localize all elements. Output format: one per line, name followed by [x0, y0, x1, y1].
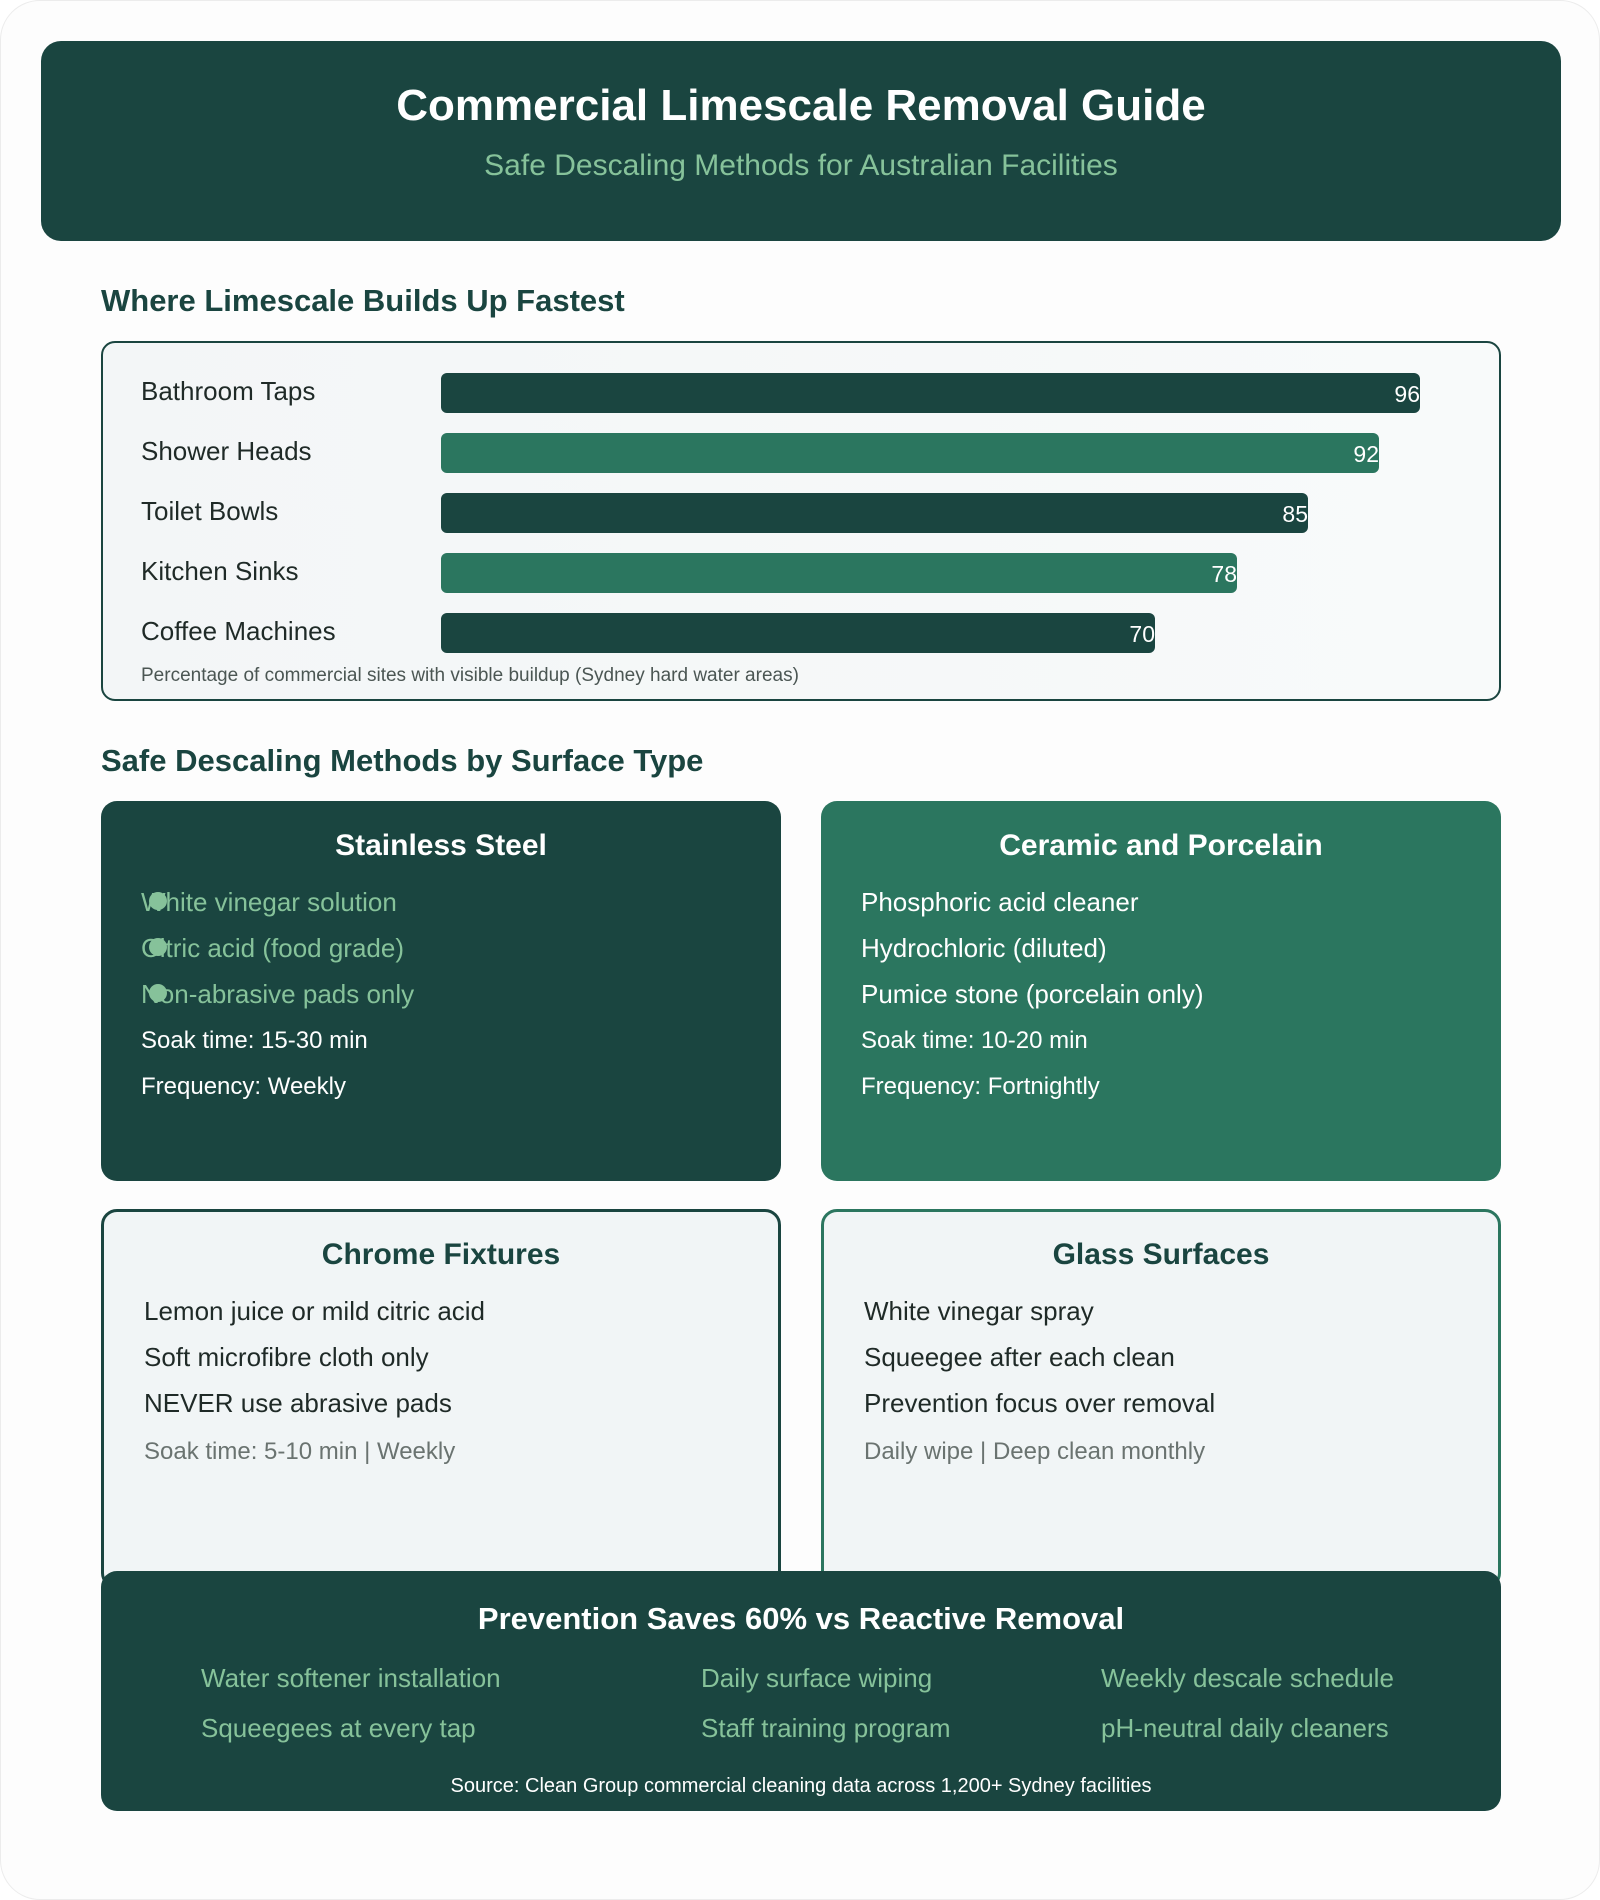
prevention-item: Daily surface wiping: [701, 1663, 933, 1693]
prevention-item: Squeegees at every tap: [201, 1713, 476, 1743]
card-footer: Daily wipe | Deep clean monthly: [864, 1438, 1206, 1465]
stainless-steel-card: [101, 801, 781, 1181]
bar-value-label: 70: [1129, 621, 1155, 647]
card-item: Non-abrasive pads only: [141, 979, 415, 1009]
prevention-item: Weekly descale schedule: [1101, 1663, 1394, 1693]
ceramic-porcelain-card: [821, 801, 1501, 1181]
card-item: Pumice stone (porcelain only): [861, 979, 1204, 1009]
frequency: Frequency: Weekly: [141, 1073, 346, 1100]
prevention-banner: [101, 1571, 1501, 1811]
bar-value-label: 92: [1353, 441, 1379, 467]
bar: [441, 553, 1237, 593]
bar-row: [103, 433, 1503, 473]
page-subtitle: Safe Descaling Methods for Australian Facilities: [484, 149, 1118, 182]
bar-track: [441, 613, 1461, 653]
card-item: Squeegee after each clean: [864, 1342, 1175, 1372]
card-item: Prevention focus over removal: [864, 1388, 1216, 1418]
bar-category-label: Toilet Bowls: [141, 496, 279, 526]
bar-track: [441, 493, 1461, 533]
frequency: Frequency: Fortnightly: [861, 1073, 1100, 1100]
bar-value-label: 96: [1394, 381, 1420, 407]
chrome-fixtures-card: [101, 1209, 781, 1589]
soak-time: Soak time: 10-20 min: [861, 1027, 1088, 1054]
glass-surfaces-card: [821, 1209, 1501, 1589]
prevention-item: Staff training program: [701, 1713, 951, 1743]
card-item: White vinegar spray: [864, 1296, 1094, 1326]
bar-category-label: Bathroom Taps: [141, 376, 316, 406]
card-title: Chrome Fixtures: [321, 1238, 561, 1271]
chart-note: Percentage of commercial sites with visible buildup (Sydney hard water areas): [141, 665, 799, 686]
bar-value-label: 85: [1282, 501, 1308, 527]
bar: [441, 613, 1155, 653]
card-item: NEVER use abrasive pads: [144, 1388, 452, 1418]
card-item: White vinegar solution: [141, 887, 397, 917]
bar-track: [441, 433, 1461, 473]
card-title: Ceramic and Porcelain: [999, 829, 1323, 862]
bar-row: [103, 373, 1503, 413]
card-item: Citric acid (food grade): [141, 933, 404, 963]
bar-category-label: Shower Heads: [141, 436, 312, 466]
bar: [441, 373, 1420, 413]
bar-row: [103, 493, 1503, 533]
prevention-item: Water softener installation: [201, 1663, 501, 1693]
header-banner: [41, 41, 1561, 241]
source-note: Source: Clean Group commercial cleaning data across 1,200+ Sydney facilities: [450, 1775, 1152, 1797]
prevention-title: Prevention Saves 60% vs Reactive Removal: [477, 1601, 1125, 1636]
methods-section-title: Safe Descaling Methods by Surface Type: [101, 743, 704, 778]
page-title: Commercial Limescale Removal Guide: [396, 81, 1206, 130]
bar-category-label: Kitchen Sinks: [141, 556, 299, 586]
bar-category-label: Coffee Machines: [141, 616, 336, 646]
soak-time: Soak time: 15-30 min: [141, 1027, 368, 1054]
card-title: Glass Surfaces: [1052, 1238, 1270, 1271]
card-item: Phosphoric acid cleaner: [861, 887, 1139, 917]
bar-value-label: 78: [1211, 561, 1237, 587]
buildup-bar-chart: [101, 341, 1501, 701]
bar-track: [441, 553, 1461, 593]
bar-row: [103, 613, 1503, 653]
card-item: Soft microfibre cloth only: [144, 1342, 429, 1372]
bar: [441, 493, 1308, 533]
buildup-section-title: Where Limescale Builds Up Fastest: [101, 283, 625, 318]
bar-row: [103, 553, 1503, 593]
bar: [441, 433, 1379, 473]
card-item: Hydrochloric (diluted): [861, 933, 1107, 963]
bar-track: [441, 373, 1461, 413]
prevention-item: pH-neutral daily cleaners: [1101, 1713, 1389, 1743]
card-title: Stainless Steel: [335, 829, 547, 862]
card-item: Lemon juice or mild citric acid: [144, 1296, 486, 1326]
card-footer: Soak time: 5-10 min | Weekly: [144, 1438, 456, 1465]
